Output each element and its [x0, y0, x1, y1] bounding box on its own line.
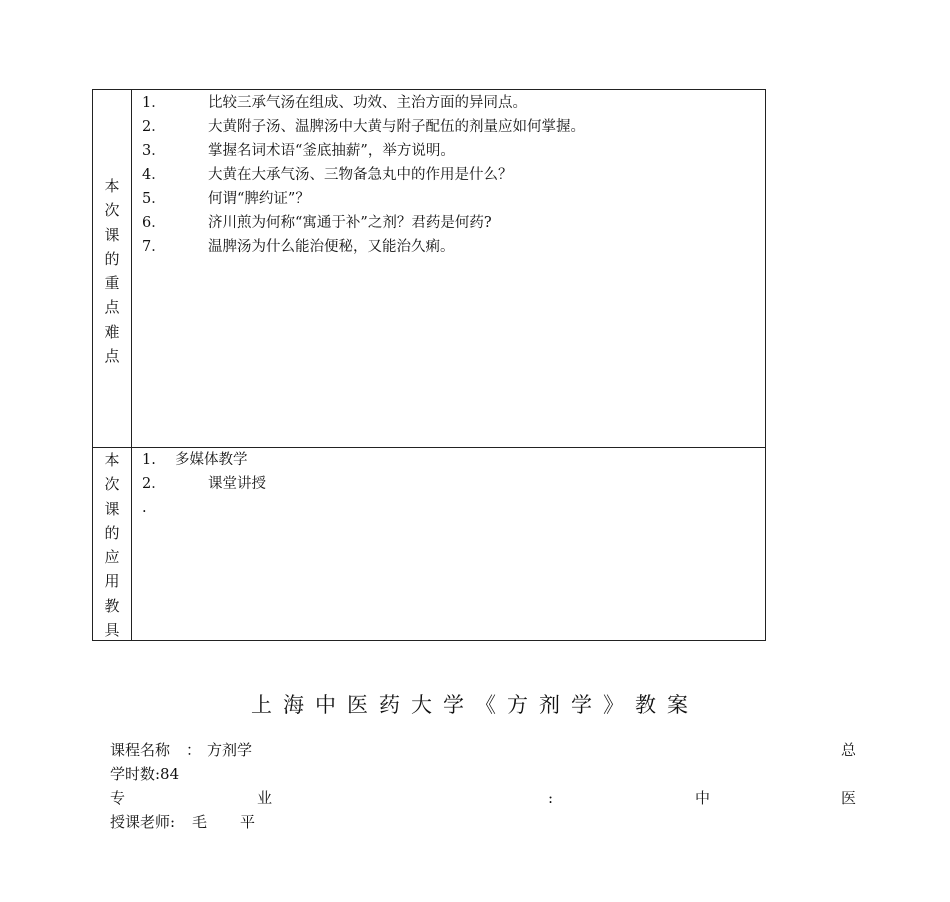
- label-char: 难: [104, 322, 120, 341]
- key-points-label: [93, 174, 131, 368]
- label-char: 本: [104, 177, 120, 195]
- label-char: 本: [104, 451, 120, 469]
- item-number: 7．: [142, 239, 166, 255]
- major-label-char2: 业: [257, 789, 273, 807]
- major-value-char2: 医: [841, 789, 857, 807]
- key-points-content: [133, 90, 765, 447]
- teaching-tools-label-cell: [93, 448, 132, 640]
- item-text: 掌握名词术语“釜底抽薪”，举方说明。: [208, 143, 455, 159]
- item-text: 何谓“脾约证”？: [208, 191, 310, 207]
- total-hours: 学时数:84: [110, 765, 180, 783]
- item-number: 2．: [142, 119, 166, 135]
- label-char: 重: [104, 274, 120, 293]
- major-colon: :: [548, 789, 554, 807]
- teaching-tools-content: [133, 448, 765, 640]
- label-char: 课: [104, 499, 120, 518]
- item-text: 比较三承气汤在组成、功效、主治方面的异同点。: [208, 95, 527, 111]
- item-text: 温脾汤为什么能治便秘，又能治久痢。: [208, 239, 455, 255]
- label-char: 课: [104, 225, 120, 244]
- teacher-name-char2: 平: [240, 813, 256, 831]
- label-char: 次: [104, 475, 120, 494]
- label-char: 的: [104, 249, 120, 268]
- label-char: 教: [104, 596, 120, 615]
- label-char: 点: [104, 298, 120, 317]
- item-text: 多媒体教学: [175, 452, 248, 468]
- teaching-tools-label: [93, 448, 131, 642]
- label-char: 次: [104, 201, 120, 220]
- label-char: 用: [104, 572, 120, 591]
- key-points-row: [93, 90, 765, 448]
- item-text: 课堂讲授: [208, 476, 266, 492]
- label-char: 具: [104, 621, 120, 640]
- item-number: 2．: [142, 476, 166, 492]
- key-points-label-cell: [93, 90, 132, 447]
- teaching-tools-row: [93, 448, 765, 640]
- item-number: 3．: [142, 143, 166, 159]
- major-value-char1: 中: [695, 789, 711, 807]
- course-name-label: 课程名称: [110, 741, 171, 759]
- label-char: 的: [104, 523, 120, 542]
- teacher-label: 授课老师:: [110, 813, 176, 831]
- item-number: 1.: [142, 452, 156, 468]
- item-number: 4．: [142, 167, 166, 183]
- page-title: 上海中医药大学《方剂学》教案: [251, 693, 699, 717]
- item-text: 大黄在大承气汤、三物备急丸中的作用是什么？: [208, 167, 513, 183]
- item-number: 5．: [142, 191, 166, 207]
- lesson-plan-table: [92, 89, 766, 641]
- item-number: 1．: [142, 95, 166, 111]
- major-label-char1: 专: [110, 789, 126, 807]
- teacher-name-char1: 毛: [192, 813, 208, 831]
- item-marker: .: [142, 500, 147, 516]
- label-char: 应: [104, 548, 120, 567]
- course-name-colon: ：: [186, 741, 202, 759]
- item-number: 6．: [142, 215, 166, 231]
- item-text: 大黄附子汤、温脾汤中大黄与附子配伍的剂量应如何掌握。: [208, 119, 585, 135]
- label-char: 点: [104, 347, 120, 366]
- item-text: 济川煎为何称“寓通于补”之剂？君药是何药?: [208, 215, 492, 231]
- course-name-value: 方剂学: [207, 741, 253, 759]
- total-hours-prefix: 总: [841, 741, 857, 759]
